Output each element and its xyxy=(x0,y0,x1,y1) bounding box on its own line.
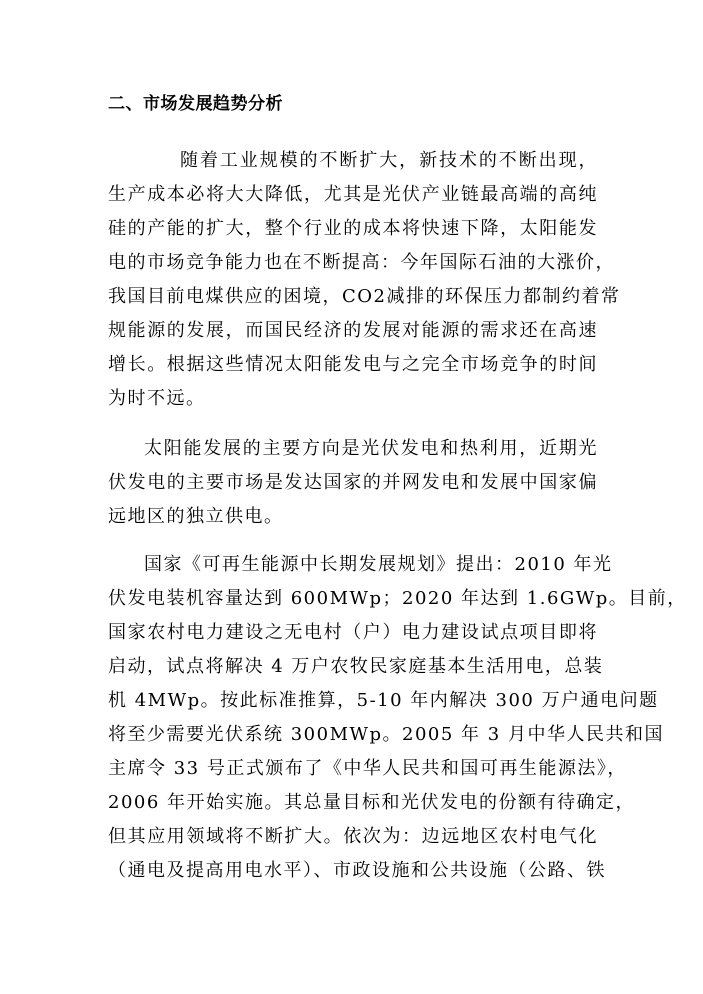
paragraph-line: 机 4MWp。按此标准推算，5-10 年内解决 300 万户通电问题 xyxy=(108,690,659,711)
paragraph-line: 随着工业规模的不断扩大，新技术的不断出现， xyxy=(180,150,598,171)
paragraph-line: 远地区的独立供电。 xyxy=(108,506,284,527)
paragraph-line: 将至少需要光伏系统 300MWp。2005 年 3 月中华人民共和国 xyxy=(108,724,664,745)
paragraph-line: 伏发电的主要市场是发达国家的并网发电和发展中国家偏 xyxy=(108,472,598,493)
paragraph-line: 国家农村电力建设之无电村（户）电力建设试点项目即将 xyxy=(108,622,598,643)
paragraph-line: 国家《可再生能源中长期发展规划》提出：2010 年光 xyxy=(144,554,613,575)
paragraph-line: 主席令 33 号正式颁布了《中华人民共和国可再生能源法》， xyxy=(108,758,627,779)
paragraph-line: 生产成本必将大大降低，尤其是光伏产业链最高端的高纯 xyxy=(108,184,598,205)
paragraph-line: （通电及提高用电水平）、市政设施和公共设施（公路、铁 xyxy=(108,860,606,881)
paragraph-line: 电的市场竞争能力也在不断提高：今年国际石油的大涨价， xyxy=(108,252,615,273)
section-heading: 二、市场发展趋势分析 xyxy=(108,94,283,114)
paragraph-line: 为时不远。 xyxy=(108,388,206,409)
paragraph-line: 2006 年开始实施。其总量目标和光伏发电的份额有待确定， xyxy=(108,792,636,813)
paragraph-line: 伏发电装机容量达到 600MWp；2020 年达到 1.6GWp。目前， xyxy=(108,588,687,609)
paragraph-line: 太阳能发展的主要方向是光伏发电和热利用，近期光 xyxy=(144,438,598,459)
paragraph-line: 我国目前电煤供应的困境，CO2减排的环保压力都制约着常 xyxy=(108,286,621,307)
paragraph-line: 增长。根据这些情况太阳能发电与之完全市场竞争的时间 xyxy=(108,354,598,375)
paragraph-line: 但其应用领域将不断扩大。依次为：边远地区农村电气化 xyxy=(108,826,598,847)
paragraph-line: 规能源的发展，而国民经济的发展对能源的需求还在高速 xyxy=(108,320,598,341)
paragraph-line: 硅的产能的扩大，整个行业的成本将快速下降，太阳能发 xyxy=(108,218,598,239)
paragraph-line: 启动，试点将解决 4 万户农牧民家庭基本生活用电，总装 xyxy=(108,656,604,677)
